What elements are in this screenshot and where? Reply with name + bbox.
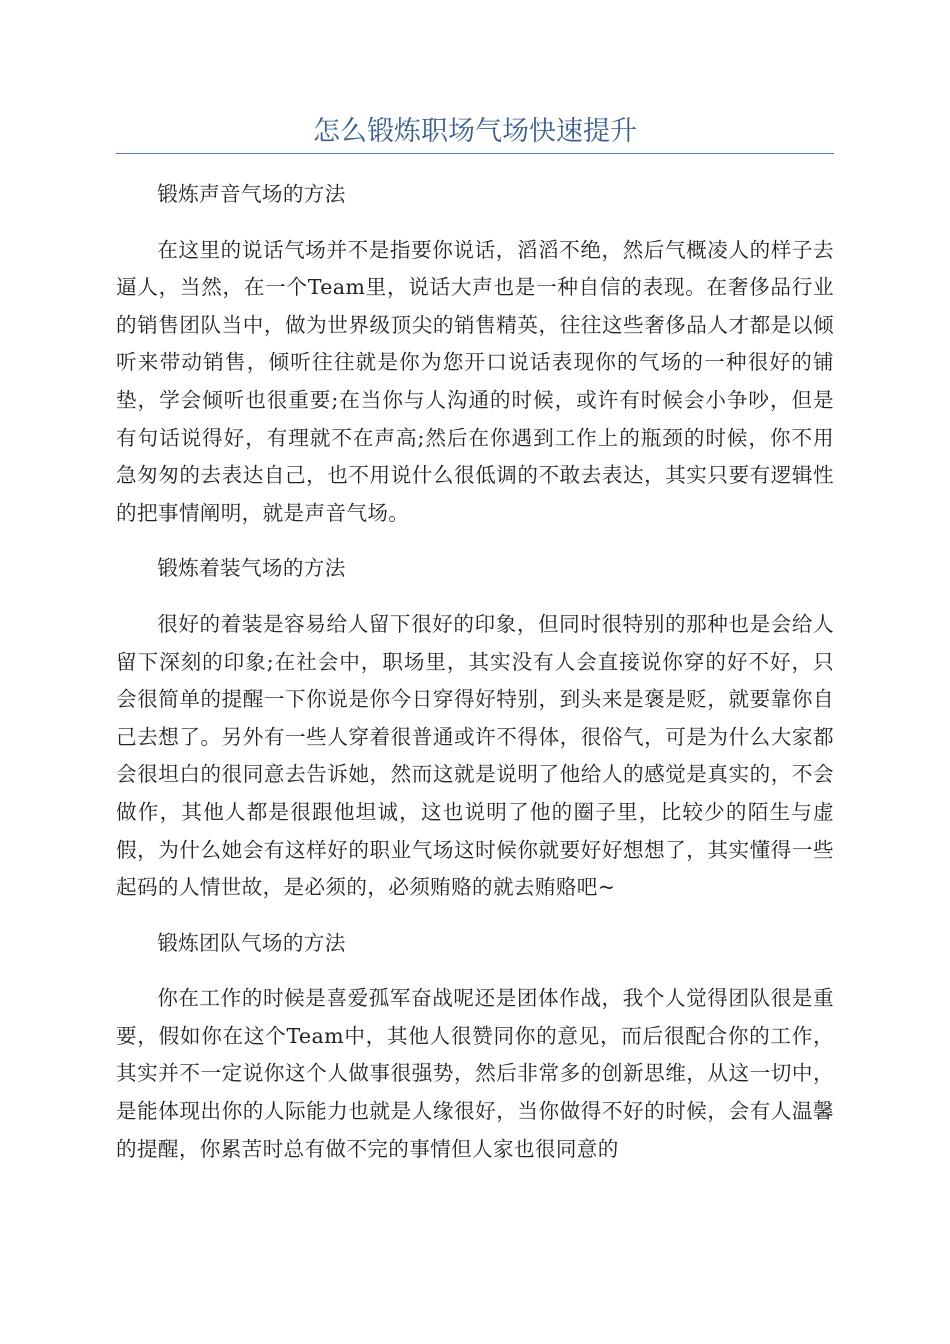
section-heading-attire: 锻炼着装气场的方法	[157, 556, 346, 581]
document-body	[116, 176, 834, 1186]
section-heading-team: 锻炼团队气场的方法	[157, 930, 346, 955]
section-heading-voice: 锻炼声音气场的方法	[157, 182, 346, 206]
section-paragraph-voice: 在这里的说话气场并不是指要你说话，滔滔不绝，然后气概凌人的样子去逼人，当然，在一个Team里，说话大声也是一种自信的表现。在奢侈品行业的销售团队当中，做为世界级顶尖的销售精英，往往这些奢侈品人才都是以倾听来带动销售，倾听往往就是你为您开口说话表现你的气场的一种很好的铺垫，学会倾听也很重要;在当你与人沟通的时候，或许有时候会小争吵，但是有句话说得好，有理就不在声高;然后在你遇到工作上的瓶颈的时候，你不用急匆匆的去表达自己，也不用说什么很低调的不敢去表达，其实只要有逻辑性的把事情阐明，就是声音气场。	[116, 237, 834, 525]
section-paragraph-team: 你在工作的时候是喜爱孤军奋战呢还是团体作战，我个人觉得团队很是重要，假如你在这个Team中，其他人很赞同你的意见，而后很配合你的工作，其实并不一定说你这个人做事很强势，然后非常多的创新思维，从这一切中，是能体现出你的人际能力也就是人缘很好，当你做得不好的时候，会有人温馨的提醒，你累苦时总有做不完的事情但人家也很同意的	[116, 986, 834, 1161]
title-underline	[116, 153, 834, 154]
section-paragraph-attire: 很好的着装是容易给人留下很好的印象，但同时很特别的那种也是会给人留下深刻的印象;在社会中，职场里，其实没有人会直接说你穿的好不好，只会很简单的提醒一下你说是你今日穿得好特别，到头来是褒是贬，就要靠你自己去想了。另外有一些人穿着很普通或许不得体，很俗气，可是为什么大家都会很坦白的很同意去告诉她，然而这就是说明了他给人的感觉是真实的，不会做作，其他人都是很跟他坦诚，这也说明了他的圈子里，比较少的陌生与虚假，为什么她会有这样好的职业气场这时候你就要好好想想了，其实懂得一些起码的人情世故，是必须的，必须贿赂的就去贿赂吧~	[116, 611, 834, 900]
document-title: 怎么锻炼职场气场快速提升	[313, 116, 637, 147]
